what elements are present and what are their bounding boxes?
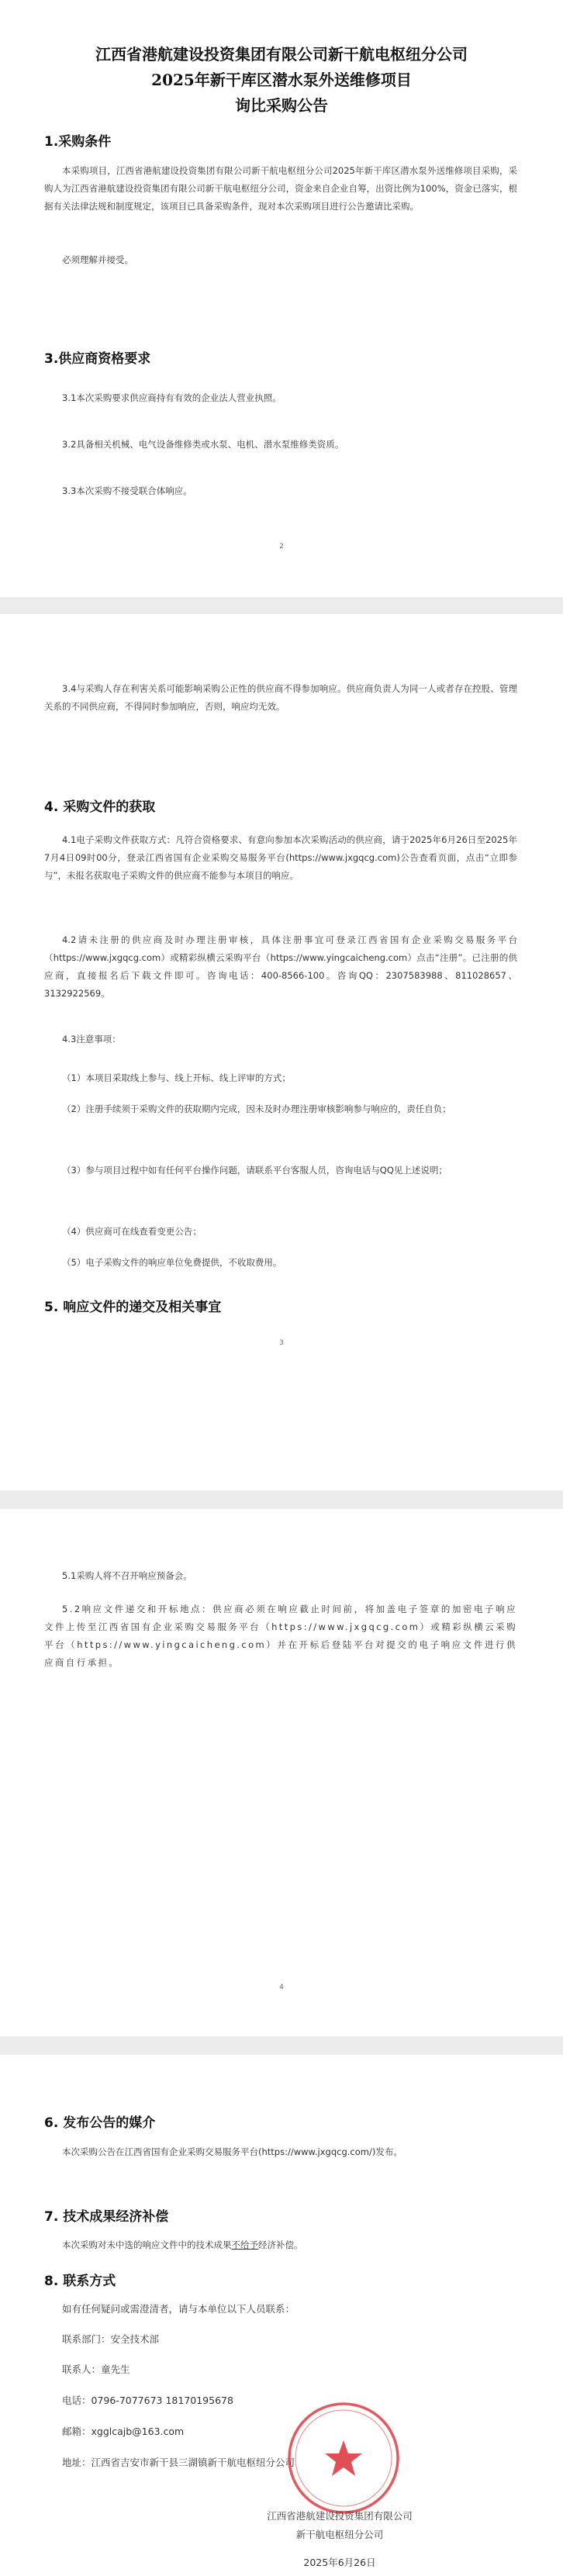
paragraph-4-2: 4.2请未注册的供应商及时办理注册审核，具体注册事宜可登录江西省国有企业采购交易服务平台（https://www.jxgqcg.com）或精彩纵横云采购平台（https://www.yingcaicheng.com）点击“注册”。已注册的供应商，直接报名后下载文件即可。咨询电话：400-8566-100。咨询QQ：2307583988、811028657、3132922569。 [44,934,517,999]
note-4: （4）供应商可在线查看变更公告； [62,1226,202,1237]
note-1: （1）本项目采取线上参与、线上开标、线上评审的方式； [62,1072,291,1083]
document-page-4 [0,2055,563,2576]
note-5: （5）电子采购文件的响应单位免费提供，不收取费用。 [62,1257,282,1268]
contact-department: 联系部门：安全技术部 [62,2333,160,2345]
paragraph-4-3: 4.3注意事项： [62,1034,121,1045]
qualification-item-3-3: 3.3本次采购不接受联合体响应。 [62,485,192,496]
paragraph-6: 本次采购公告在江西省国有企业采购交易服务平台(https://www.jxgqcg.com/)发布。 [62,2146,402,2157]
page-number: 3 [279,1339,284,1347]
contact-email: 邮箱：xgglcajb@163.com [62,2426,185,2437]
section1-paragraph-2: 必须理解并接受。 [62,254,133,265]
section-heading-1: 1.采购条件 [44,134,112,150]
paragraph-3-4: 3.4与采购人存在利害关系可能影响采购公正性的供应商不得参加响应。供应商负责人为同一人或者存在控股、管理关系的不同供应商，不得同时参加响应，否则，响应均无效。 [44,683,517,712]
paragraph-7-underlined: 不给予 [231,2239,258,2250]
document-page-3 [0,1509,563,2036]
footer-date: 2025年6月26日 [303,2557,376,2568]
section-heading-8: 8. 联系方式 [44,2274,116,2289]
document-page-1 [0,0,563,597]
section-heading-3: 3.供应商资格要求 [44,351,151,367]
paragraph-5-1: 5.1采购人将不召开响应预备会。 [62,1570,192,1581]
qualification-item-3-1: 3.1本次采购要求供应商持有有效的企业法人营业执照。 [62,392,282,403]
note-3: （3）参与项目过程中如有任何平台操作问题，请联系平台客服人员，咨询电话与QQ见上述说明； [62,1165,447,1176]
paragraph-7 [44,2236,517,2254]
document-title-line-2: 2025年新干库区潜水泵外送维修项目 [151,71,412,89]
contact-phone: 电话：0796-7077673 18170195678 [62,2395,233,2406]
page-number: 4 [279,1984,284,1991]
section-heading-4: 4. 采购文件的获取 [44,799,156,815]
section1-paragraph: 本采购项目，江西省港航建设投资集团有限公司新干航电枢纽分公司2025年新干库区潜水泵外送维修项目采购，采购人为江西省港航建设投资集团有限公司新干航电枢纽分公司，资金来自企业自筹，出资比例为100%，资金已落实，根据有关法律法规和制度规定，该项目已具备采购条件，现对本次采购项目进行公告邀请比采购。 [44,165,517,212]
paragraph-4-1: 4.1电子采购文件获取方式：凡符合资格要求、有意向参加本次采购活动的供应商，请于2025年6月26日至2025年7月4日09时00分，登录江西省国有企业采购交易服务平台(https://www.jxgqcg.com)公告查看页面，点击“立即参与”，未报名获取电子采购文件的供应商不能参与本项目的响应。 [44,834,517,881]
paragraph-5-2: 5.2响应文件递交和开标地点：供应商必须在响应截止时间前，将加盖电子签章的加密电子响应文件上传至江西省国有企业采购交易服务平台（https://www.jxgqcg.com）或精彩纵横云采购平台（https://www.yingcaicheng.com）并在开标后登陆平台对提交的电子响应文件进行供应商自行承担。 [44,1604,517,1668]
document-title-line-1: 江西省港航建设投资集团有限公司新干航电枢纽分公司 [95,45,468,64]
section-heading-6: 6. 发布公告的媒介 [44,2115,156,2131]
paragraph-7-prefix: 本次采购对未中选的响应文件中的技术成果 [62,2239,232,2250]
qualification-item-3-2: 3.2具备相关机械、电气设备维修类或水泵、电机、潜水泵维修类资质。 [62,439,344,450]
contact-intro: 如有任何疑问或需澄清者，请与本单位以下人员联系： [62,2303,295,2315]
contact-address: 地址：江西省吉安市新干县三湖镇新干航电枢纽分公司 [62,2457,295,2468]
company-seal-icon [285,2400,402,2516]
document-title-line-3: 询比采购公告 [235,96,328,115]
page-number: 2 [279,543,284,551]
note-2: （2）注册手续须于采购文件的获取期内完成，因未及时办理注册审核影响参与响应的，责任自负； [62,1103,451,1114]
section-heading-5: 5. 响应文件的递交及相关事宜 [44,1300,222,1315]
contact-person: 联系人：童先生 [62,2364,130,2375]
paragraph-7-suffix: 经济补偿。 [258,2239,303,2250]
document-page-2 [0,614,563,1490]
footer-company-line-1: 江西省港航建设投资集团有限公司 [267,2510,413,2522]
footer-company-line-2: 新干航电枢纽分公司 [295,2529,384,2540]
section-heading-7: 7. 技术成果经济补偿 [44,2209,169,2225]
